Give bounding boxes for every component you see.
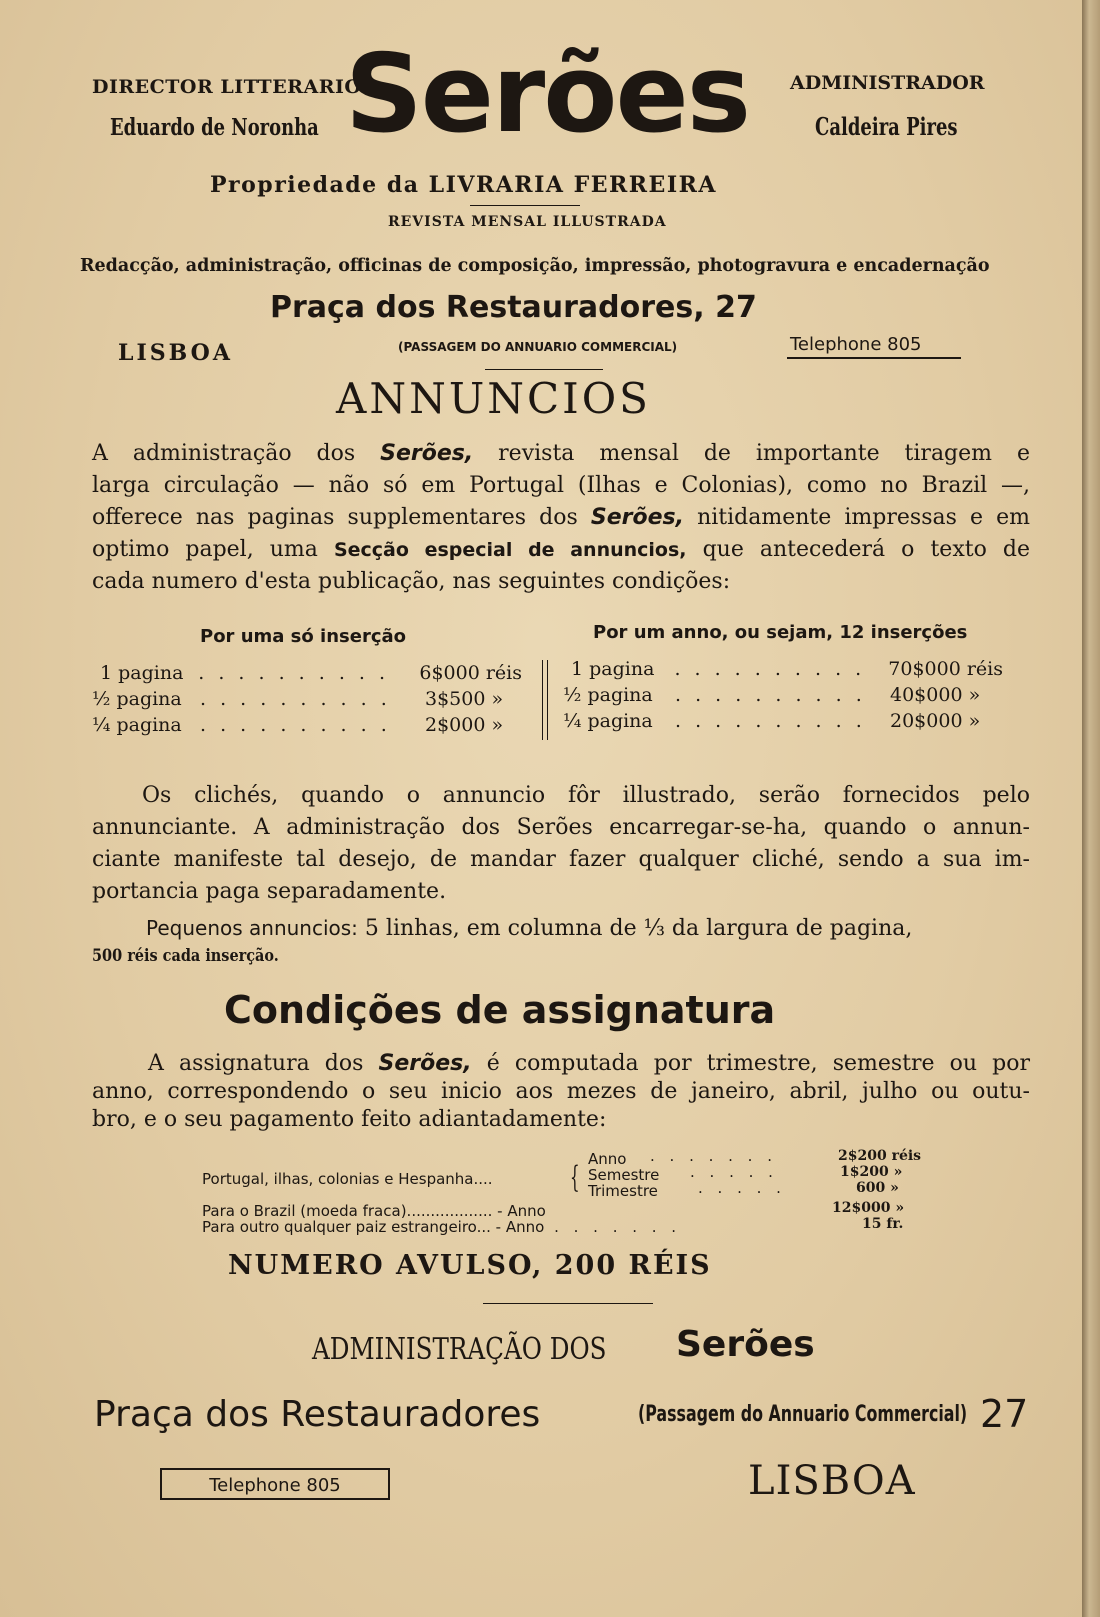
- price-row: ¼ pagina . . . . . . . . . . 2$000 »: [92, 714, 504, 736]
- row-label: ¼ pagina: [92, 714, 182, 736]
- divider: [485, 369, 603, 370]
- page-spine-edge: [1082, 0, 1100, 1617]
- row-label: ¼ pagina: [563, 710, 653, 732]
- subtitle: REVISTA MENSAL ILLUSTRADA: [388, 214, 667, 230]
- cliche-line-1: Os clichés, quando o annuncio fôr illustrado, serão fornecidos pelo: [142, 783, 1030, 808]
- dot-leaders: . . . . . . . . . . . . . . . . .: [650, 1147, 786, 1197]
- cliche-line-4: portancia paga separadamente.: [92, 879, 447, 904]
- portugal-prices: [838, 1148, 921, 1196]
- footer-address: Praça dos Restauradores: [94, 1394, 541, 1435]
- divider: [483, 1303, 653, 1304]
- text-span: optimo papel, uma: [92, 537, 334, 562]
- telephone-underline: [787, 357, 961, 359]
- small-ads-line: [146, 912, 1030, 945]
- row-label: 1 pagina: [100, 662, 184, 684]
- row-label: 1 pagina: [571, 658, 655, 680]
- address-line: Praça dos Restauradores, 27: [270, 290, 757, 325]
- period: Anno: [507, 1202, 546, 1220]
- serões-title: Serões,: [590, 505, 684, 530]
- special-section-phrase: Secção especial de annuncios,: [333, 539, 687, 561]
- small-ads-label: Pequenos annuncios:: [146, 916, 358, 940]
- director-label: DIRECTOR LITTERARIO: [92, 76, 362, 98]
- admin-label: ADMINISTRADOR: [790, 72, 985, 94]
- divider: [470, 205, 580, 206]
- intro-line-4: [92, 534, 1030, 566]
- serões-title: Serões,: [380, 441, 474, 466]
- period: Anno: [588, 1150, 627, 1168]
- period: Semestre: [588, 1166, 660, 1184]
- footer-title: Serões: [676, 1324, 815, 1365]
- passage-note: (PASSAGEM DO ANNUARIO COMMERCIAL): [398, 340, 678, 354]
- price: 600 »: [856, 1180, 899, 1196]
- masthead-title: Serões: [345, 32, 750, 157]
- text-span: A administração dos: [92, 441, 381, 466]
- text-span: que antecederá o texto de: [686, 537, 1030, 562]
- footer-city: LISBOA: [748, 1458, 916, 1504]
- brazil-price: 12$000 »: [832, 1200, 905, 1216]
- property-line: Propriedade da LIVRARIA FERREIRA: [210, 172, 717, 198]
- footer-admin-label: ADMINISTRAÇÃO DOS: [312, 1332, 607, 1367]
- annual-price-table: [563, 656, 1003, 734]
- footer-telephone-box: Telephone 805: [160, 1468, 390, 1500]
- foreign-label: Para outro qualquer paiz estrangeiro...: [202, 1218, 491, 1236]
- row-price: 40$000 »: [890, 684, 981, 706]
- row-price: 6$000 réis: [419, 662, 522, 684]
- price-row: 1 pagina . . . . . . . . . . 70$000 réis: [563, 656, 1003, 682]
- row-label: ½ pagina: [563, 684, 653, 706]
- subscription-line-2: anno, correspondendo o seu inicio aos mezes de janeiro, abril, julho ou outu-: [92, 1079, 1030, 1104]
- row-price: 3$500 »: [425, 688, 504, 710]
- row-price: 20$000 »: [890, 710, 981, 732]
- row-label: ½ pagina: [92, 688, 182, 710]
- period: Trimestre: [588, 1182, 658, 1200]
- serões-title: Serões,: [378, 1051, 472, 1076]
- price: 2$200 réis: [838, 1148, 922, 1164]
- foreign-row: Para outro qualquer paiz estrangeiro... - Anno . . . . . . .: [202, 1218, 682, 1236]
- text-span: cada numero d'esta publicação, nas seguintes condições:: [92, 569, 731, 594]
- admin-name: Caldeira Pires: [815, 112, 958, 141]
- intro-line-5: [92, 566, 1030, 598]
- brazil-row: Para o Brazil (moeda fraca).................. - Anno: [202, 1202, 546, 1220]
- annuncios-heading: ANNUNCIOS: [336, 374, 651, 423]
- subscription-heading: Condições de assignatura: [224, 988, 776, 1032]
- director-name: Eduardo de Noronha: [110, 114, 319, 141]
- intro-line-1: [92, 438, 1030, 470]
- price-row: ½ pagina . . . . . . . . . . 3$500 »: [92, 688, 504, 710]
- subscription-line-3: bro, e o seu pagamento feito adiantadamente:: [92, 1107, 607, 1132]
- annual-insertion-heading: Por um anno, ou sejam, 12 inserções: [593, 622, 968, 643]
- text-span: revista mensal de importante tiragem e: [473, 441, 1030, 466]
- text-span: A assignatura dos: [148, 1051, 379, 1076]
- cliche-line-3: ciante manifeste tal desejo, de mandar fazer qualquer cliché, sendo a sua im-: [92, 847, 1030, 872]
- single-issue-price: NUMERO AVULSO, 200 RÉIS: [228, 1250, 712, 1281]
- header-telephone: Telephone 805: [790, 334, 922, 355]
- footer-passage: (Passagem do Annuario Commercial): [638, 1402, 968, 1427]
- cliche-line-2: annunciante. A administração dos Serões encarregar-se-ha, quando o annun-: [92, 815, 1030, 840]
- text-span: é computada por trimestre, semestre ou por: [471, 1051, 1030, 1076]
- price-row: ¼ pagina . . . . . . . . . . 20$000 »: [563, 710, 981, 732]
- price: 1$200 »: [840, 1164, 903, 1180]
- table-separator: [547, 660, 548, 740]
- single-insertion-heading: Por uma só inserção: [200, 626, 406, 647]
- city-lisboa: LISBOA: [118, 340, 233, 366]
- single-price-table: [92, 660, 522, 738]
- table-separator: [542, 660, 543, 740]
- brazil-label: Para o Brazil (moeda fraca): [202, 1202, 407, 1220]
- services-line: Redacção, administração, officinas de composição, impressão, photogravura e encadernação: [80, 256, 990, 276]
- brace: {: [570, 1160, 580, 1195]
- small-ads-price: 500 réis cada inserção.: [92, 946, 279, 966]
- period: Anno: [505, 1218, 545, 1236]
- small-ads-text: 5 linhas, em columna de ⅓ da largura de pagina,: [357, 916, 913, 941]
- text-span: offerece nas paginas supplementares dos: [92, 505, 591, 530]
- row-price: 2$000 »: [425, 714, 504, 736]
- text-span: larga circulação — não só em Portugal (Ilhas e Colonias), como no Brazil —,: [92, 473, 1030, 498]
- foreign-price: 15 fr.: [862, 1216, 904, 1232]
- intro-line-2: [92, 470, 1030, 502]
- text-span: nitidamente impressas e em: [684, 505, 1030, 530]
- price-row: 1 pagina . . . . . . . . . . 6$000 réis: [92, 660, 522, 686]
- intro-line-3: [92, 502, 1030, 534]
- portugal-label: Portugal, ilhas, colonias e Hespanha....: [202, 1170, 493, 1188]
- price-row: ½ pagina . . . . . . . . . . 40$000 »: [563, 684, 981, 706]
- footer-address-number: 27: [980, 1392, 1029, 1436]
- row-price: 70$000 réis: [888, 658, 1003, 680]
